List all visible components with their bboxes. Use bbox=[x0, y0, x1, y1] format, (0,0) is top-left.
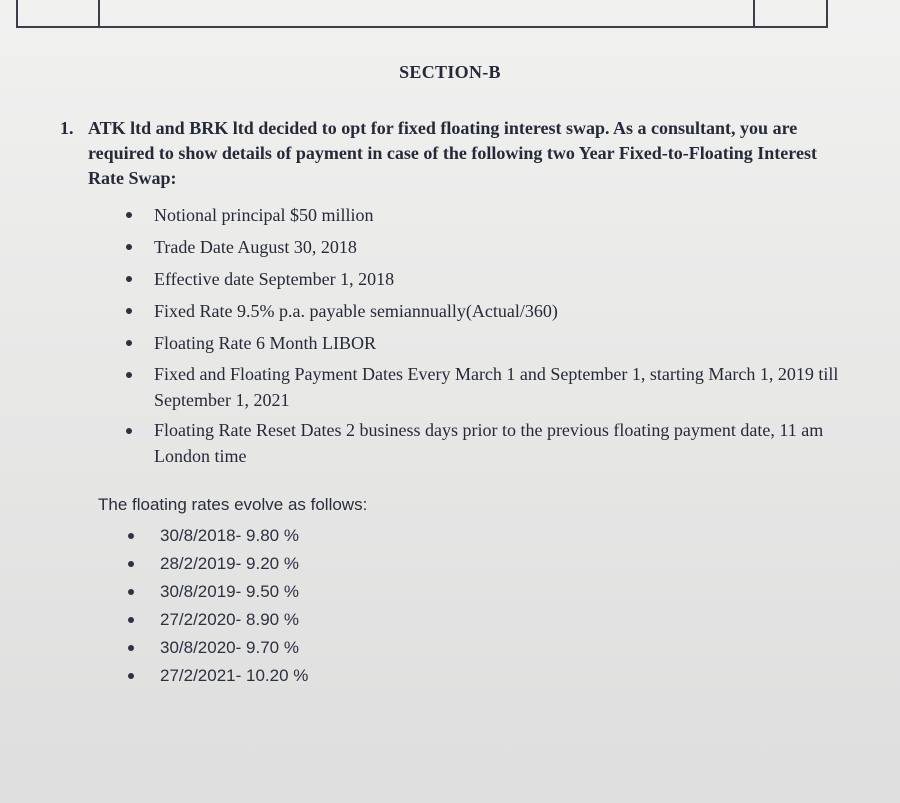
list-item bbox=[128, 606, 798, 634]
detail-trade-date: Trade Date August 30, 2018 bbox=[154, 237, 357, 257]
question-text: ATK ltd and BRK ltd decided to opt for fixed floating interest swap. As a consultant, you are required to show details of payment in case of the following two Year Fixed-to-Floating Interest Rate Swap: bbox=[88, 118, 817, 188]
table-cell-divider bbox=[753, 0, 755, 26]
list-item bbox=[128, 634, 798, 662]
bullet-icon bbox=[126, 244, 132, 250]
bullet-icon bbox=[128, 645, 134, 651]
detail-effective-date: Effective date September 1, 2018 bbox=[154, 269, 395, 289]
table-fragment bbox=[16, 0, 828, 28]
rate-entry: 28/2/2019- 9.20 % bbox=[160, 554, 299, 573]
detail-floating-rate: Floating Rate 6 Month LIBOR bbox=[154, 333, 376, 353]
list-item bbox=[126, 417, 850, 469]
section-title: SECTION-B bbox=[399, 62, 501, 82]
rate-entry: 27/2/2021- 10.20 % bbox=[160, 666, 309, 685]
floating-rates-block bbox=[98, 492, 798, 690]
list-item bbox=[128, 550, 798, 578]
table-cell-divider bbox=[98, 0, 100, 26]
bullet-icon bbox=[128, 673, 134, 679]
bullet-icon bbox=[128, 617, 134, 623]
detail-notional-principal: Notional principal $50 million bbox=[154, 205, 374, 225]
list-item bbox=[128, 662, 798, 690]
rate-entry: 30/8/2018- 9.80 % bbox=[160, 526, 299, 545]
swap-details-list bbox=[60, 201, 850, 469]
question-block bbox=[60, 116, 850, 473]
bullet-icon bbox=[128, 561, 134, 567]
bullet-icon bbox=[126, 308, 132, 314]
detail-fixed-rate: Fixed Rate 9.5% p.a. payable semiannually(Actual/360) bbox=[154, 301, 558, 321]
bullet-icon bbox=[126, 340, 132, 346]
list-item bbox=[126, 201, 850, 229]
bullet-icon bbox=[126, 212, 132, 218]
list-item bbox=[128, 578, 798, 606]
list-item bbox=[126, 361, 850, 413]
list-item bbox=[126, 265, 850, 293]
list-item bbox=[126, 297, 850, 325]
bullet-icon bbox=[128, 533, 134, 539]
list-item bbox=[126, 233, 850, 261]
list-item bbox=[126, 329, 850, 357]
bullet-icon bbox=[126, 276, 132, 282]
bullet-icon bbox=[126, 428, 132, 434]
bullet-icon bbox=[126, 372, 132, 378]
rate-entry: 30/8/2019- 9.50 % bbox=[160, 582, 299, 601]
rate-entry: 30/8/2020- 9.70 % bbox=[160, 638, 299, 657]
question-number: 1. bbox=[60, 118, 74, 138]
bullet-icon bbox=[128, 589, 134, 595]
detail-reset-dates: Floating Rate Reset Dates 2 business days prior to the previous floating payment date, 11 am London time bbox=[154, 420, 824, 466]
floating-rates-title: The floating rates evolve as follows: bbox=[98, 495, 368, 514]
detail-payment-dates: Fixed and Floating Payment Dates Every March 1 and September 1, starting March 1, 2019 till September 1, 2021 bbox=[154, 364, 839, 410]
rate-entry: 27/2/2020- 8.90 % bbox=[160, 610, 299, 629]
list-item bbox=[128, 522, 798, 550]
floating-rates-list bbox=[98, 522, 798, 690]
